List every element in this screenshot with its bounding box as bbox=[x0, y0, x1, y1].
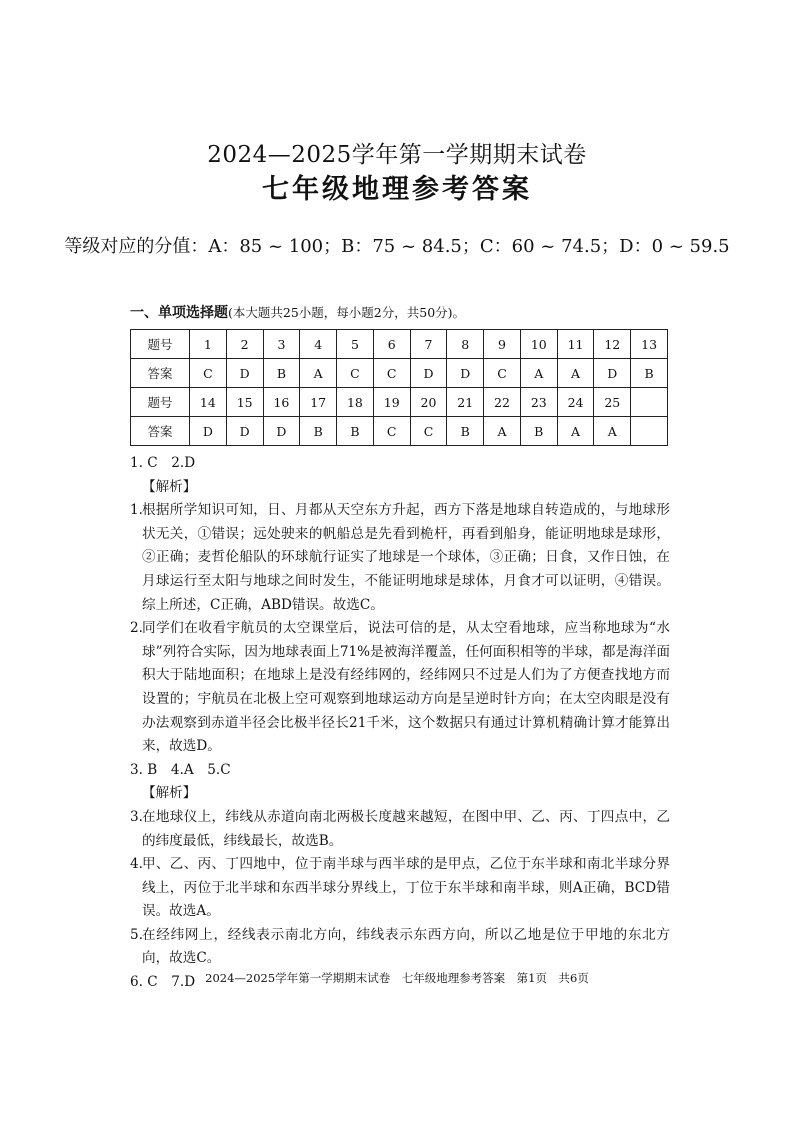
table-cell: A bbox=[557, 359, 594, 388]
table-cell: B bbox=[300, 417, 337, 446]
item-text: 在经纬网上，经线表示南北方向，纬线表示东西方向，所以乙地是位于甲地的东北方向，故选C。 bbox=[142, 926, 670, 967]
table-cell: B bbox=[520, 417, 557, 446]
table-cell: 6 bbox=[373, 330, 410, 359]
table-cell: D bbox=[447, 359, 484, 388]
table-cell: A bbox=[484, 417, 521, 446]
table-cell: 3 bbox=[263, 330, 300, 359]
table-cell: C bbox=[484, 359, 521, 388]
row-label: 答案 bbox=[131, 417, 190, 446]
item-text: 在地球仪上，纬线从赤道向南北两极长度越来越短，在图中甲、乙、丙、丁四点中，乙的纬度最低，纬线最长，故选B。 bbox=[142, 808, 670, 849]
explanation-item bbox=[130, 617, 670, 759]
table-cell: 5 bbox=[337, 330, 374, 359]
table-cell: 10 bbox=[520, 330, 557, 359]
table-cell: A bbox=[520, 359, 557, 388]
answer-line: 1. C 2.D bbox=[130, 455, 196, 471]
table-cell: 17 bbox=[300, 388, 337, 417]
table-cell: D bbox=[410, 359, 447, 388]
table-cell: 25 bbox=[594, 388, 631, 417]
table-cell: 11 bbox=[557, 330, 594, 359]
table-cell: 13 bbox=[631, 330, 668, 359]
table-cell: D bbox=[226, 359, 263, 388]
table-row bbox=[131, 330, 668, 359]
table-cell: 1 bbox=[190, 330, 227, 359]
table-cell: B bbox=[263, 359, 300, 388]
item-text: 甲、乙、丙、丁四地中，位于南半球与西半球的是甲点，乙位于东半球和南北半球分界线上，丙位于北半球和东西半球分界线上，丁位于东半球和南半球，则A正确，BCD错误。故选A。 bbox=[142, 856, 670, 920]
row-label: 题号 bbox=[131, 330, 190, 359]
section-heading bbox=[130, 303, 465, 323]
item-text: 根据所学知识可知，日、月都从天空东方升起，西方下落是地球自转造成的，与地球形状无关，①错误；远处驶来的帆船总是先看到桅杆，再看到船身，能证明地球是球形，②正确；麦哲伦船队的环球航行证实了地球是一个球体，③正确；日食，又作日蚀，在月球运行至太阳与地球之间时发生，不能证明地球是球体，月食才可以证明，④错误。综上所述，C正确，ABD错误。故选C。 bbox=[142, 502, 670, 613]
table-row bbox=[131, 417, 668, 446]
table-cell: 18 bbox=[337, 388, 374, 417]
table-cell: 24 bbox=[557, 388, 594, 417]
item-number: 2. bbox=[130, 620, 143, 637]
table-cell: C bbox=[337, 359, 374, 388]
table-cell: D bbox=[190, 417, 227, 446]
table-cell: C bbox=[410, 417, 447, 446]
table-cell: C bbox=[190, 359, 227, 388]
table-cell: B bbox=[631, 359, 668, 388]
table-cell: 2 bbox=[226, 330, 263, 359]
table-cell bbox=[631, 417, 668, 446]
section-note: (本大题共25小题，每小题2分，共50分)。 bbox=[228, 305, 466, 320]
table-cell: C bbox=[373, 359, 410, 388]
answer-line: 3. B 4.A 5.C bbox=[130, 761, 231, 778]
row-label: 题号 bbox=[131, 388, 190, 417]
explanations bbox=[130, 452, 670, 995]
table-cell: D bbox=[594, 359, 631, 388]
grade-scale: 等级对应的分值：A：85 ~ 100；B：75 ~ 84.5；C：60 ~ 74.5；D：0 ~ 59.5 bbox=[64, 236, 730, 257]
explanation-item bbox=[130, 499, 670, 617]
table-cell: 21 bbox=[447, 388, 484, 417]
table-cell: 20 bbox=[410, 388, 447, 417]
explanation-item bbox=[130, 806, 670, 853]
answer-table bbox=[130, 329, 668, 446]
explanation-item bbox=[130, 853, 670, 924]
exam-title: 2024—2025学年第一学期期末试卷 bbox=[207, 142, 587, 168]
table-cell: 14 bbox=[190, 388, 227, 417]
table-cell: A bbox=[594, 417, 631, 446]
row-label: 答案 bbox=[131, 359, 190, 388]
answer-key-title: 七年级地理参考答案 bbox=[262, 174, 532, 205]
table-cell: 23 bbox=[520, 388, 557, 417]
table-cell: B bbox=[447, 417, 484, 446]
table-row bbox=[131, 388, 668, 417]
item-text: 同学们在收看宇航员的太空课堂后，说法可信的是，从太空看地球，应当称地球为“水球”列符合实际，因为地球表面上71%是被海洋覆盖，任何面积相等的半球，都是海洋面积大于陆地面积；在地球上是没有经纬网的，经纬网只不过是人们为了方便查找地方而设置的；宇航员在北极上空可观察到地球运动方向是呈逆时针方向；在太空肉眼是没有办法观察到赤道半径会比极半径长21千米，这个数据只有通过计算机精确计算才能算出来，故选D。 bbox=[142, 620, 670, 755]
table-cell: 7 bbox=[410, 330, 447, 359]
item-number: 5. bbox=[130, 926, 143, 943]
item-number: 4. bbox=[130, 856, 143, 873]
table-cell: 4 bbox=[300, 330, 337, 359]
table-cell: 12 bbox=[594, 330, 631, 359]
table-cell: 9 bbox=[484, 330, 521, 359]
analysis-label: 【解析】 bbox=[142, 785, 197, 802]
table-cell: 19 bbox=[373, 388, 410, 417]
answer-line: 6. C 7.D bbox=[130, 974, 196, 991]
table-cell: 15 bbox=[226, 388, 263, 417]
section-title: 一、单项选择题 bbox=[130, 305, 228, 321]
table-cell: D bbox=[263, 417, 300, 446]
table-cell: B bbox=[337, 417, 374, 446]
item-number: 1. bbox=[130, 502, 143, 519]
table-cell: 22 bbox=[484, 388, 521, 417]
table-cell: D bbox=[226, 417, 263, 446]
table-row bbox=[131, 359, 668, 388]
item-number: 3. bbox=[130, 808, 143, 825]
table-cell: 16 bbox=[263, 388, 300, 417]
analysis-label: 【解析】 bbox=[142, 478, 197, 495]
page-footer: 2024—2025学年第一学期期末试卷 七年级地理参考答案 第1页 共6页 bbox=[205, 971, 589, 985]
table-cell: A bbox=[300, 359, 337, 388]
table-cell bbox=[631, 388, 668, 417]
table-cell: A bbox=[557, 417, 594, 446]
table-cell: 8 bbox=[447, 330, 484, 359]
table-cell: C bbox=[373, 417, 410, 446]
explanation-item bbox=[130, 924, 670, 971]
